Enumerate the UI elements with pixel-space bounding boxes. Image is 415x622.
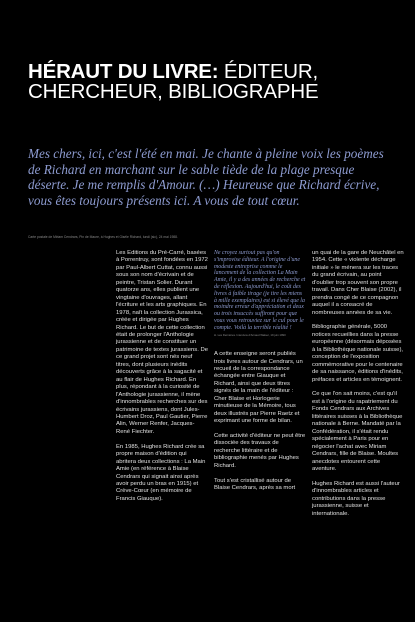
column-3-paragraph-1: un quai de la gare de Neuchâtel en 1954. Cette « violente décharge initiale » le ménera sur les traces du grand écrivain, au point d'oublier trop souvent son propre travail. Dans Cher Blaise (2002), il prendra congé de ce compagnon auquel il a consacré de nombreuses années de sa vie. [312,250,404,316]
text-column-3 [312,250,404,526]
column-1-paragraph-2: En 1985, Hughes Richard crée sa propre maison d'édition qui abritera deux collections : La Main Amie (en référence à Blaise Cendrars qui signait ainsi après avoir perdu un bras en 1915) et Crève-Cœur (en mémoire de Francis Giauque). [116,443,206,502]
page-title [28,62,398,102]
text-column-1 [116,250,208,511]
column-3-paragraph-4: Hughes Richard est aussi l'auteur d'innombrables articles et contributions dans la presse jurassienne, suisse et internationale. [312,480,400,517]
column-3-paragraph-3: Ce que l'on sait moins, c'est qu'il est à l'origine du rapatriement du Fonds Cendrars aux Archives littéraires suisses à la Bibliothèque nationale à Berne. Mandaté par la Confédération, il s'était rendu spécialement à Paris pour en négocier l'achat avec Miriam Cendrars, fille de Blaise. Moultes anecdotes entourent cette aventure. [312,391,403,473]
title-rest: ÉDITEUR, [218,60,318,83]
column-2-paragraph-1: A cette enseigne seront publiés trois livres autour de Cendrars, un recueil de la correspondance échangée entre Giauque et Richard, ainsi que deux titres signés de la main de l'éditeur : Cher Blaise et Horlogerie minutieuse de la Mémoire, tous deux illustrés par Pierre Raetz et exprimant une forme de bilan. [214,351,303,425]
column-3-paragraph-2: Bibliographie générale, 5000 notices recueillies dans la presse européenne (désormais déposées à la Bibliothèque nationale suisse), conception de l'exposition commémorative pour le centenaire de sa naissance, éditions d'inédits, préfaces et articles en témoignent. [312,324,404,383]
title-line-2: CHERCHEUR, BIBLIOGRAPHE [28,80,319,103]
epigraph-credit: Carte postale de Miriam Cendrars, Pin de Maure, à Hughes et Gisèle Richard, lundi (sic), 24 mai 1988. [28,235,178,239]
epigraph-quote: Mes chers, ici, c'est l'été en mai. Je chante à pleine voix les poèmes de Richard en marchant sur le sable tiède de la plage presque déserte. Je me remplis d'Amour. (…) Heureuse que Richard écrive, vous êtes toujours présents ici. A vous de tout cœur. [28,146,384,209]
column-1-paragraph-1: Les Editions du Pré-Carré, basées à Porrentruy, sont fondées en 1972 par Paul-Albert Cuttat, connu aussi sous son nom d'écrivain et de peintre, Tristan Solier. Durant quatorze ans, elles publient une vingtaine d'ouvrages, allant l'écriture et les arts graphiques. En 1978, naît la collection Jurassica, créée et dirigée par Hughes Richard. Le but de cette collection était de prolonger l'Anthologie jurassienne et de constituer un patrimoine de textes jurassiens. De ce grand projet sont nés neuf titres, dont plusieurs inédits découverts grâce à la sagacité et au flair de Hughes Richard. En plus, répondant à la curiosité de l'Anthologie jurassienne, il mène d'innombrables recherches sur des écrivains jurassiens, dont Jules-Humbert Droz, Paul Gautier, Pierre Alin, Werner Renfer, Jacques-René Fiechter. [116,250,209,435]
pull-quote: Ne croyez surtout pas qu'on s'improvise éditeur. A l'origine d'une modeste entreprise comme le lancement de la collection La Main Amie, il y a des années de recherche et de réflexion. Aujourd'hui, le coût des livres à faible tirage (je tire les miens à mille exemplaires) est si élevé que la moindre erreur d'appréciation et deux ou trois insuccès suffiront pour que vous vous retrouviez sur le cul pour le compte. Voilà la terrible réalité ! [214,250,306,331]
pull-quote-credit: H. Les Dernières. Interview d'Arnaud Walser, 19 juin 1990 [214,332,286,337]
title-bold: HÉRAUT DU LIVRE: [28,60,219,83]
column-2-paragraph-2: Cette activité d'éditeur ne peut être dissociée des travaux de recherche littéraire et de bibliographie menés par Hughes Richard. [214,432,306,469]
column-2-paragraph-3: Tout s'est cristallisé autour de Blaise Cendrars, après sa mort [214,477,296,492]
text-column-2 [214,250,306,500]
